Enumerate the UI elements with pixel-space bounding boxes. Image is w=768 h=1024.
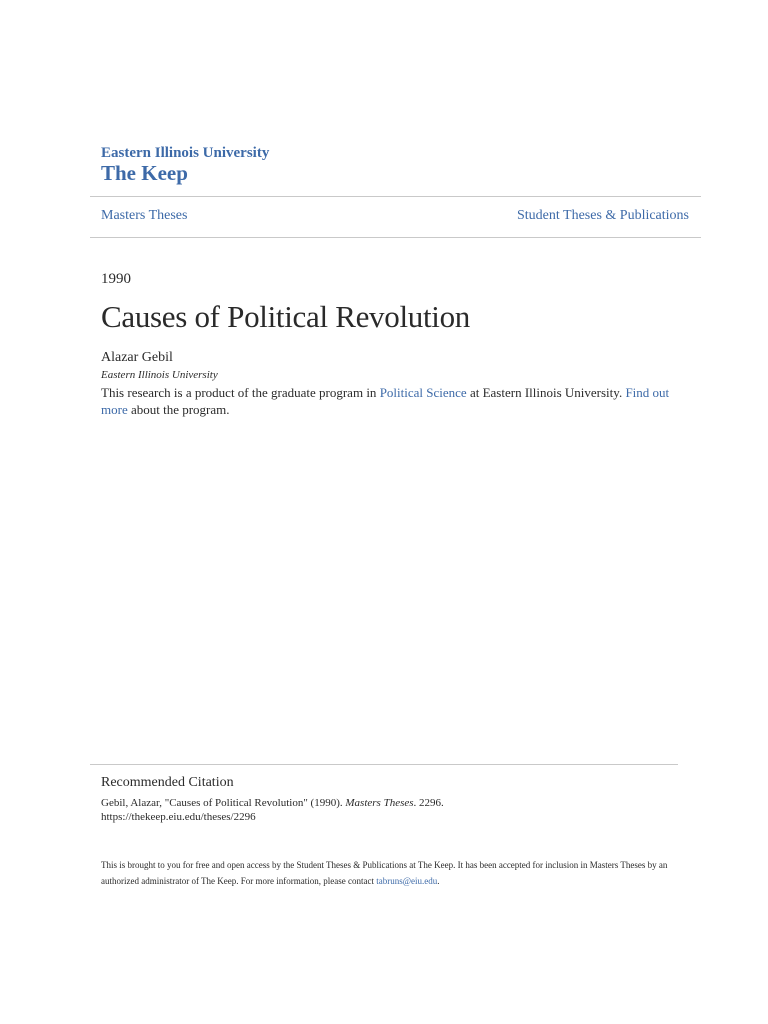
contact-email-link[interactable]: tabruns@eiu.edu	[376, 876, 438, 886]
notice-text: This is brought to you for free and open access by the Student Theses & Publications at The Keep. It has been accepted for inclusion in Masters Theses by an authorized administrator of The Keep. For more information, please contact	[101, 860, 668, 886]
paper-title: Causes of Political Revolution	[101, 299, 470, 334]
collection-link[interactable]: Masters Theses	[101, 208, 188, 223]
program-suffix: about the program.	[127, 402, 230, 417]
citation-text	[101, 796, 661, 824]
program-middle: at Eastern Illinois University.	[466, 385, 626, 400]
author-affiliation: Eastern Illinois University	[101, 369, 218, 381]
header-divider	[90, 196, 701, 197]
repository-link[interactable]: The Keep	[101, 161, 188, 185]
citation-url: https://thekeep.eiu.edu/theses/2296	[101, 811, 256, 823]
citation-series: Masters Theses	[345, 797, 414, 809]
author-name: Alazar Gebil	[101, 350, 173, 365]
citation-suffix: . 2296.	[413, 797, 444, 809]
find-out-more-link[interactable]: Find out more	[101, 385, 670, 417]
program-link[interactable]: Political Science	[379, 385, 467, 400]
program-prefix: This research is a product of the graduate program in	[101, 385, 380, 400]
institution-name: Eastern Illinois University	[101, 145, 270, 161]
publication-year: 1990	[101, 271, 131, 287]
series-link[interactable]: Student Theses & Publications	[516, 208, 689, 223]
notice-end: .	[437, 876, 440, 886]
nav-divider	[90, 237, 701, 238]
citation-divider	[90, 764, 678, 765]
citation-prefix: Gebil, Alazar, "Causes of Political Revolution" (1990).	[101, 797, 346, 809]
citation-heading: Recommended Citation	[101, 775, 234, 790]
program-statement	[101, 384, 671, 418]
access-notice	[101, 857, 681, 889]
